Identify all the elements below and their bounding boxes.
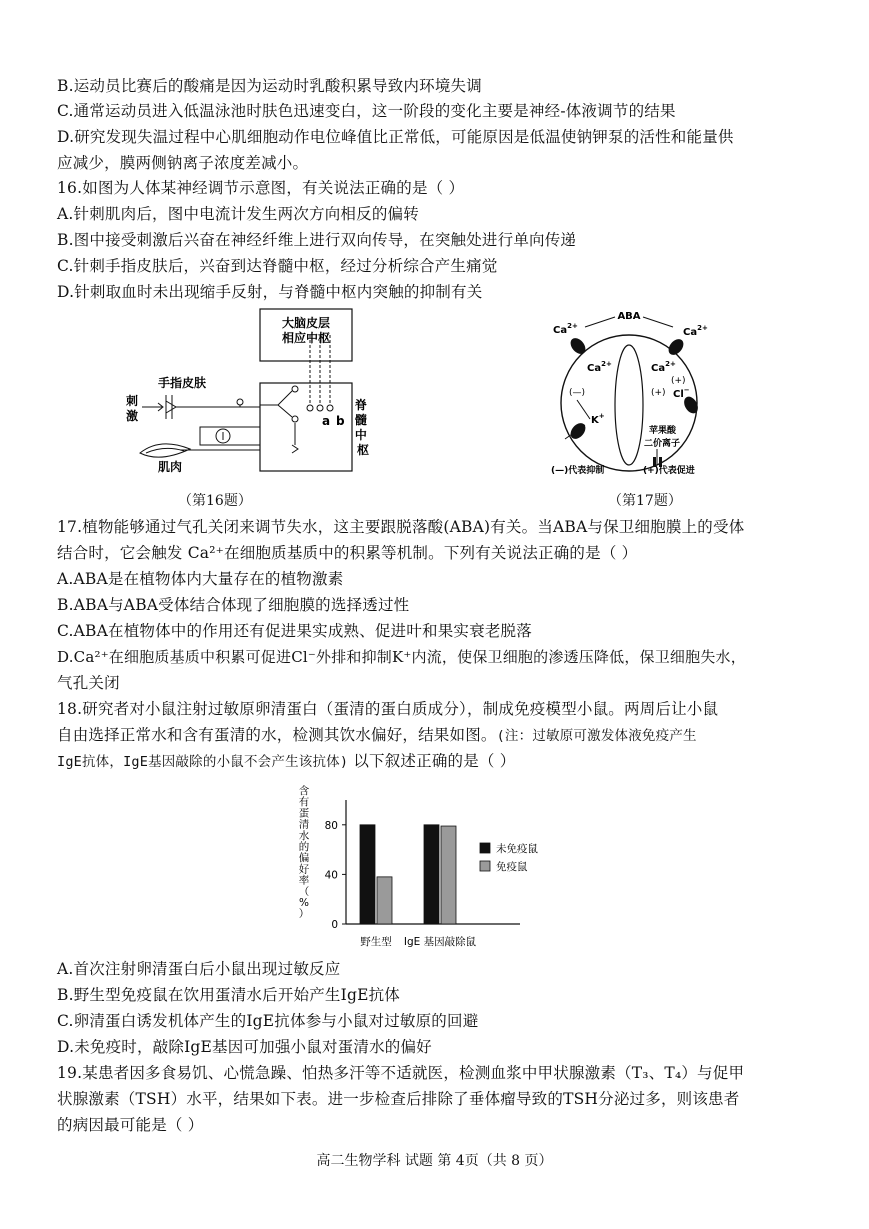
bar: [360, 825, 375, 924]
k-label: [591, 412, 605, 426]
option-text: D.研究发现失温过程中心肌细胞动作电位峰值比正常低，可能原因是低温使钠钾泵的活性和能量供: [57, 128, 734, 146]
figure-18-bar-chart: [290, 782, 560, 954]
option-text: C.通常运动员进入低温泳池时肤色迅速变白，这一阶段的变化主要是神经-体液调节的结果: [57, 102, 676, 120]
aba-label: ABA: [617, 311, 641, 322]
ca-label: [651, 360, 676, 374]
ca-label: [683, 324, 708, 338]
cl-channel-icon: [681, 394, 700, 416]
question-18-note: IgE抗体，IgE基因敲除的小鼠不会产生该抗体): [57, 754, 349, 770]
inhibit-mark: (—): [569, 388, 586, 398]
x-category-label: IgE 基因敲除鼠: [403, 936, 477, 948]
y-axis-label-char: 的: [298, 841, 310, 853]
question-18-text: 以下叙述正确的是（ ）: [348, 752, 516, 770]
question-19-stem: 的病因最可能是（ ）: [57, 1116, 204, 1134]
question-17-stem: 结合时，它会触发 Ca²⁺在细胞质基质中的积累等机制。下列有关说法正确的是（ ）: [57, 544, 638, 562]
y-axis-label-char: 率: [298, 874, 310, 887]
question-18-stem: [57, 722, 697, 749]
guard-cell-outline: [561, 335, 697, 471]
ca-text: Ca: [553, 325, 568, 336]
question-18-text: 自由选择正常水和含有蛋清的水，检测其饮水偏好，结果如图。: [57, 726, 497, 744]
question-17-option-b: B.ABA与ABA受体结合体现了细胞膜的选择透过性: [57, 596, 410, 614]
k-sup: +: [598, 412, 605, 420]
ca-sup: 2+: [665, 360, 676, 368]
question-17-stem: 17.植物能够通过气孔关闭来调节失水，这主要跟脱落酸(ABA)有关。当ABA与保卫细胞膜上的受体: [57, 518, 745, 536]
y-axis-label: [299, 784, 310, 920]
stimulus-label: 激: [126, 409, 139, 423]
malate-label: 二价离子: [644, 439, 681, 449]
question-18-stem: [57, 748, 515, 775]
ca-text: Ca: [651, 363, 666, 374]
question-17-option-d: D.Ca²⁺在细胞质基质中积累可促进Cl⁻外排和抑制K⁺内流，使保卫细胞的渗透压降低，保卫细胞失水，: [57, 648, 746, 666]
legend-inhibit: (—)代表抑制: [551, 466, 605, 476]
y-axis-label-char: %: [299, 897, 309, 909]
question-16-option-a: A.针刺肌肉后，图中电流计发生两次方向相反的偏转: [57, 205, 419, 223]
figure-16-reflex-diagram: [120, 305, 370, 475]
cl-label: Cl−: [673, 386, 690, 400]
muscle-label: 肌肉: [158, 460, 183, 474]
stoma-pore: [615, 345, 643, 465]
skin-label: 手指皮肤: [158, 376, 207, 390]
y-tick-label: 0: [331, 919, 338, 931]
promote-mark: (+): [671, 376, 686, 386]
question-16-option-d: D.针刺取血时未出现缩手反射，与脊髓中枢内突触的抑制有关: [57, 283, 483, 301]
brain-label: 大脑皮层: [281, 316, 331, 330]
y-tick-label: 80: [324, 819, 338, 832]
malate-label: 苹果酸: [649, 426, 677, 436]
spinal-char: 中: [354, 428, 367, 442]
y-axis-label-char: 偏: [298, 852, 310, 865]
y-axis-label-char: 好: [298, 863, 310, 876]
question-19-stem: 状腺激素（TSH）水平，结果如下表。进一步检查后排除了垂体瘤导致的TSH分泌过多，则该患者: [57, 1090, 740, 1108]
option-text: B.运动员比赛后的酸痛是因为运动时乳酸积累导致内环境失调: [57, 77, 482, 95]
figure-17-caption: （第17题）: [608, 493, 682, 509]
bar: [377, 877, 392, 924]
spinal-label: [354, 397, 370, 457]
brain-label-2: 相应中枢: [281, 331, 331, 345]
legend-label: 未免疫鼠: [496, 843, 538, 855]
stimulus-label: 刺: [126, 394, 139, 408]
option-text: 应减少，膜两侧钠离子浓度差减小。: [57, 154, 309, 172]
question-18-option-a: A.首次注射卵清蛋白后小鼠出现过敏反应: [57, 960, 341, 978]
label-a: a: [322, 414, 331, 428]
ca-label: [553, 322, 578, 336]
question-19-stem: 19.某患者因多食易饥、心慌急躁、怕热多汗等不适就医，检测血浆中甲状腺激素（T₃、T₄）与促甲: [57, 1064, 745, 1082]
y-tick-label: 40: [324, 869, 338, 882]
legend-swatch: [480, 861, 490, 871]
y-axis-label-char: 含: [298, 785, 310, 797]
cl-text: Cl: [673, 389, 684, 400]
legend-label: 免疫鼠: [496, 861, 528, 873]
question-18-option-d: D.未免疫时，敲除IgE基因可加强小鼠对蛋清水的偏好: [57, 1038, 432, 1056]
ca-text: Ca: [683, 327, 698, 338]
figure-17-guard-cell-diagram: [545, 305, 725, 480]
spinal-char: 髓: [354, 413, 367, 427]
y-axis-label-char: 水: [298, 829, 310, 842]
bar: [424, 825, 439, 924]
figure-16-caption: （第16题）: [178, 493, 252, 509]
ca-text: Ca: [587, 363, 602, 374]
question-16-option-c: C.针刺手指皮肤后，兴奋到达脊髓中枢，经过分析综合产生痛觉: [57, 257, 498, 275]
promote-mark: (+): [651, 388, 666, 398]
bar: [441, 826, 456, 924]
page-footer: 高二生物学科 试题 第 4页（共 8 页）: [316, 1153, 553, 1169]
question-17-option-c: C.ABA在植物体中的作用还有促进果实成熟、促进叶和果实衰老脱落: [57, 622, 532, 640]
ca-sup: 2+: [697, 324, 708, 332]
y-axis-label-char: 蛋: [298, 807, 310, 820]
question-16-stem: 16.如图为人体某神经调节示意图，有关说法正确的是（ ）: [57, 179, 465, 197]
spinal-char: 脊: [354, 398, 367, 412]
question-18-option-b: B.野生型免疫鼠在饮用蛋清水后开始产生IgE抗体: [57, 986, 400, 1004]
y-axis-label-char: ）: [298, 908, 310, 921]
y-axis-label-char: （: [298, 885, 310, 898]
question-18-stem: 18.研究者对小鼠注射过敏原卵清蛋白（蛋清的蛋白质成分），制成免疫模型小鼠。两周后让小鼠: [57, 700, 719, 718]
x-category-label: 野生型: [360, 936, 392, 948]
question-16-option-b: B.图中接受刺激后兴奋在神经纤维上进行双向传导，在突触处进行单向传递: [57, 231, 577, 249]
question-18-option-c: C.卵清蛋白诱发机体产生的IgE抗体参与小鼠对过敏原的回避: [57, 1012, 479, 1030]
y-axis-label-char: 清: [298, 818, 310, 831]
ca-sup: 2+: [601, 360, 612, 368]
question-17-option-a: A.ABA是在植物体内大量存在的植物激素: [57, 570, 344, 588]
ca-channel-icon: [568, 335, 589, 357]
legend-promote: (+)代表促进: [643, 466, 695, 476]
y-axis-label-char: 有: [298, 796, 310, 809]
ca-sup: 2+: [567, 322, 578, 330]
spinal-char: 枢: [356, 443, 370, 457]
k-text: K: [591, 415, 599, 426]
question-18-note: (注：过敏原可激发体液免疫产生: [496, 728, 697, 744]
legend-swatch: [480, 843, 490, 853]
ca-label: [587, 360, 612, 374]
label-b: b: [336, 414, 345, 428]
question-17-option-d: 气孔关闭: [57, 674, 120, 692]
